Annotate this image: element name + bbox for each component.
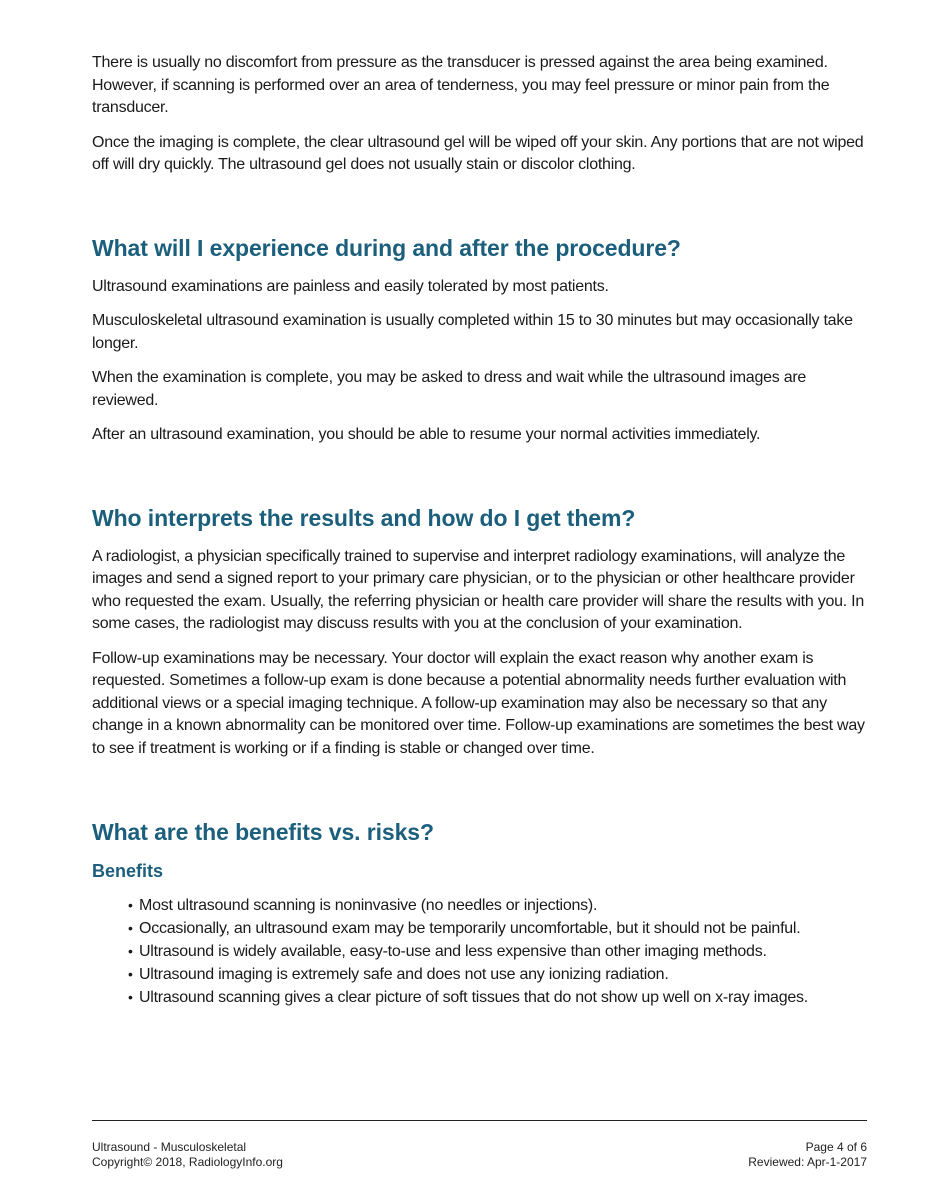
list-item — [128, 917, 867, 940]
experience-section — [92, 234, 867, 447]
section-heading: What will I experience during and after the procedure? — [92, 234, 681, 261]
list-item — [128, 894, 867, 917]
bullet-icon: • — [128, 920, 133, 936]
bullet-icon: • — [128, 897, 133, 913]
page-content — [92, 52, 867, 1009]
intro-section — [92, 52, 867, 177]
list-item-text: Ultrasound imaging is extremely safe and does not use any ionizing radiation. — [139, 966, 669, 983]
list-item — [128, 940, 867, 963]
paragraph: There is usually no discomfort from pressure as the transducer is pressed against the area being examined. However, if scanning is performed over an area of tenderness, you may feel pressure or minor pain from the transducer. — [92, 54, 830, 116]
paragraph: After an ultrasound examination, you should be able to resume your normal activities immediately. — [92, 426, 761, 443]
footer-row — [92, 1140, 867, 1155]
benefits-risks-section — [92, 818, 867, 1009]
page-footer — [92, 1120, 867, 1170]
bullet-icon: • — [128, 966, 133, 982]
paragraph: Ultrasound examinations are painless and easily tolerated by most patients. — [92, 277, 609, 295]
results-section — [92, 504, 867, 761]
footer-doc-title: Ultrasound - Musculoskeletal — [92, 1140, 247, 1154]
paragraph: Musculoskeletal ultrasound examination is usually completed within 15 to 30 minutes but may occasionally take longer. — [92, 312, 853, 352]
list-item — [128, 986, 867, 1009]
subsection-heading-benefits: Benefits — [92, 861, 164, 881]
paragraph: Once the imaging is complete, the clear ultrasound gel will be wiped off your skin. Any portions that are not wiped off will dry quickly. The ultrasound gel does not usually stain or discolor clothing. — [92, 133, 864, 173]
paragraph: A radiologist, a physician specifically trained to supervise and interpret radiology examinations, will analyze the images and send a signed report to your primary care physician, or to the physician or other healthcare provider who requested the exam. Usually, the referring physician or health care provider will share the results with you. In some cases, the radiologist may discuss results with you at the conclusion of your examination. — [92, 547, 864, 632]
list-item-text: Ultrasound scanning gives a clear picture of soft tissues that do not show up well on x-ray images. — [139, 989, 808, 1006]
list-item — [128, 963, 867, 986]
paragraph: Follow-up examinations may be necessary. Your doctor will explain the exact reason why another exam is requested. Sometimes a follow-up exam is done because a potential abnormality needs further evaluation with additional views or a special imaging technique. A follow-up examination may also be necessary so that any change in a known abnormality can be monitored over time. Follow-up examinations are sometimes the best way to see if treatment is working or if a finding is stable or changed over time. — [92, 649, 865, 757]
footer-reviewed-date: Reviewed: Apr-1-2017 — [748, 1155, 867, 1169]
bullet-icon: • — [128, 989, 133, 1005]
footer-page-number: Page 4 of 6 — [805, 1140, 867, 1154]
list-item-text: Occasionally, an ultrasound exam may be temporarily uncomfortable, but it should not be painful. — [139, 920, 801, 937]
footer-copyright: Copyright© 2018, RadiologyInfo.org — [92, 1155, 283, 1169]
footer-row — [92, 1155, 867, 1170]
list-item-text: Most ultrasound scanning is noninvasive (no needles or injections). — [139, 897, 598, 914]
bullet-icon: • — [128, 943, 133, 959]
section-heading: Who interprets the results and how do I get them? — [92, 504, 636, 531]
section-heading: What are the benefits vs. risks? — [92, 819, 434, 845]
benefits-list — [92, 894, 867, 1009]
list-item-text: Ultrasound is widely available, easy-to-use and less expensive than other imaging methods. — [139, 943, 767, 960]
paragraph: When the examination is complete, you may be asked to dress and wait while the ultrasound images are reviewed. — [92, 369, 807, 409]
